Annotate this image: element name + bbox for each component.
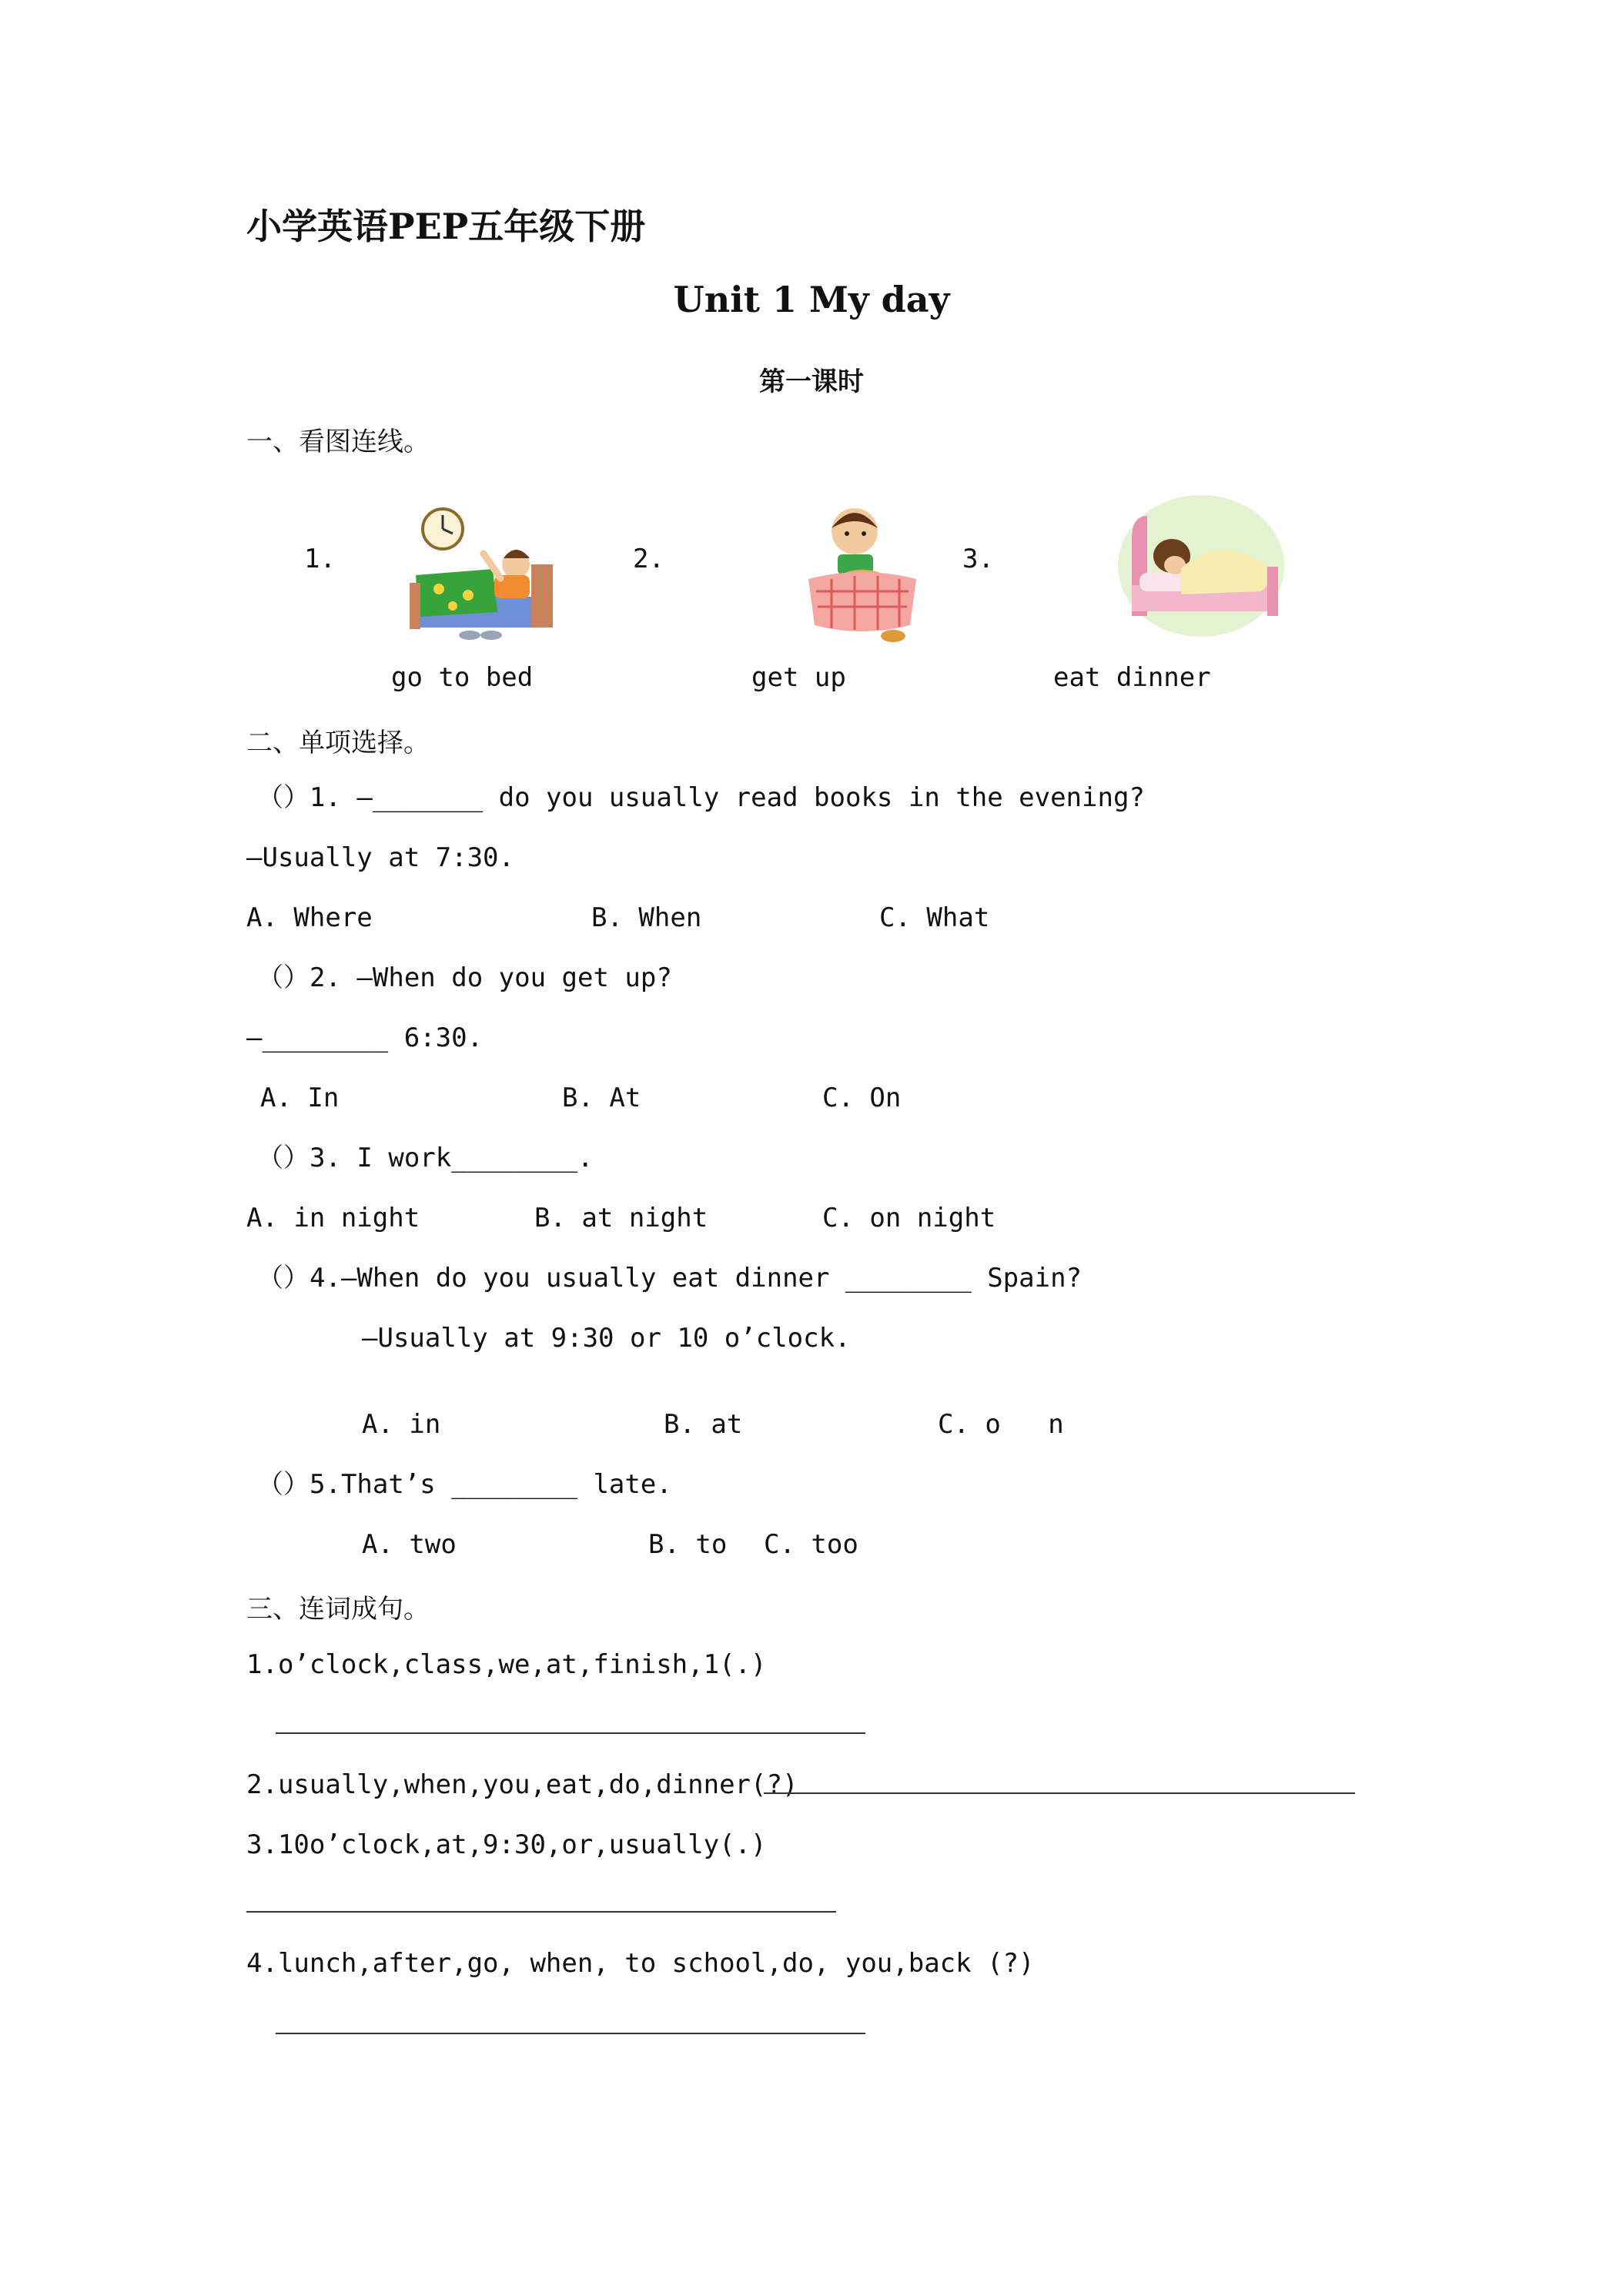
q4-stem: （）4.—When do you usually eat dinner ________ Spain? xyxy=(257,1263,1083,1294)
phrase-go-to-bed: go to bed xyxy=(391,662,534,693)
q3-stem: （）3. I work________. xyxy=(257,1143,594,1173)
q4-option-a: A. in xyxy=(362,1409,441,1440)
book-title: 小学英语PEP五年级下册 xyxy=(246,206,646,247)
section3-title: 三、连词成句。 xyxy=(246,1594,430,1625)
q3-option-c: C. on night xyxy=(822,1203,996,1233)
unit-title: Unit 1 My day xyxy=(673,279,950,320)
section2-title: 二、单项选择。 xyxy=(246,728,430,758)
q4-option-b: B. at xyxy=(664,1409,743,1440)
q1-option-a: A. Where xyxy=(246,902,373,933)
item2-number: 2. xyxy=(633,544,664,574)
boy-eating-at-table-icon xyxy=(801,499,924,645)
sentence-1: 1.o’clock,class,we,at,finish,1(.) xyxy=(246,1649,767,1680)
q2-option-a: A. In xyxy=(260,1083,340,1113)
q4-option-c: C. o n xyxy=(938,1409,1064,1440)
answer-line-2[interactable] xyxy=(764,1792,1355,1794)
q2-answer: —________ 6:30. xyxy=(246,1022,484,1053)
answer-line-3[interactable] xyxy=(246,1911,836,1913)
lesson-title: 第一课时 xyxy=(759,366,864,397)
q5-option-a: A. two xyxy=(362,1529,457,1560)
q1-option-b: B. When xyxy=(591,902,702,933)
answer-line-1[interactable] xyxy=(276,1732,865,1734)
answer-line-4[interactable] xyxy=(276,2033,865,2034)
q3-option-b: B. at night xyxy=(534,1203,708,1233)
q1-stem: （）1. —_______ do you usually read books in the evening? xyxy=(257,782,1145,813)
girl-sleeping-in-bed-icon xyxy=(1116,493,1286,643)
phrase-eat-dinner: eat dinner xyxy=(1053,662,1211,693)
q3-option-a: A. in night xyxy=(246,1203,420,1233)
section1-title: 一、看图连线。 xyxy=(246,427,430,457)
boy-waking-up-clock-icon xyxy=(408,504,562,643)
sentence-4: 4.lunch,after,go, when, to school,do, you,back (?) xyxy=(246,1948,1035,1979)
item3-number: 3. xyxy=(962,544,994,574)
sentence-2: 2.usually,when,you,eat,do,dinner(?) xyxy=(246,1769,798,1800)
item1-number: 1. xyxy=(304,544,336,574)
q1-option-c: C. What xyxy=(879,902,990,933)
q5-option-b: B. to xyxy=(648,1529,728,1560)
q4-answer: —Usually at 9:30 or 10 o’clock. xyxy=(362,1323,851,1354)
q5-stem: （）5.That’s ________ late. xyxy=(257,1469,672,1500)
q2-stem: （）2. —When do you get up? xyxy=(257,962,672,993)
q2-option-c: C. On xyxy=(822,1083,902,1113)
q1-answer: —Usually at 7:30. xyxy=(246,842,514,873)
q5-option-c: C. too xyxy=(764,1529,858,1560)
phrase-get-up: get up xyxy=(751,662,846,693)
q2-option-b: B. At xyxy=(562,1083,641,1113)
sentence-3: 3.10o’clock,at,9:30,or,usually(.) xyxy=(246,1829,767,1860)
